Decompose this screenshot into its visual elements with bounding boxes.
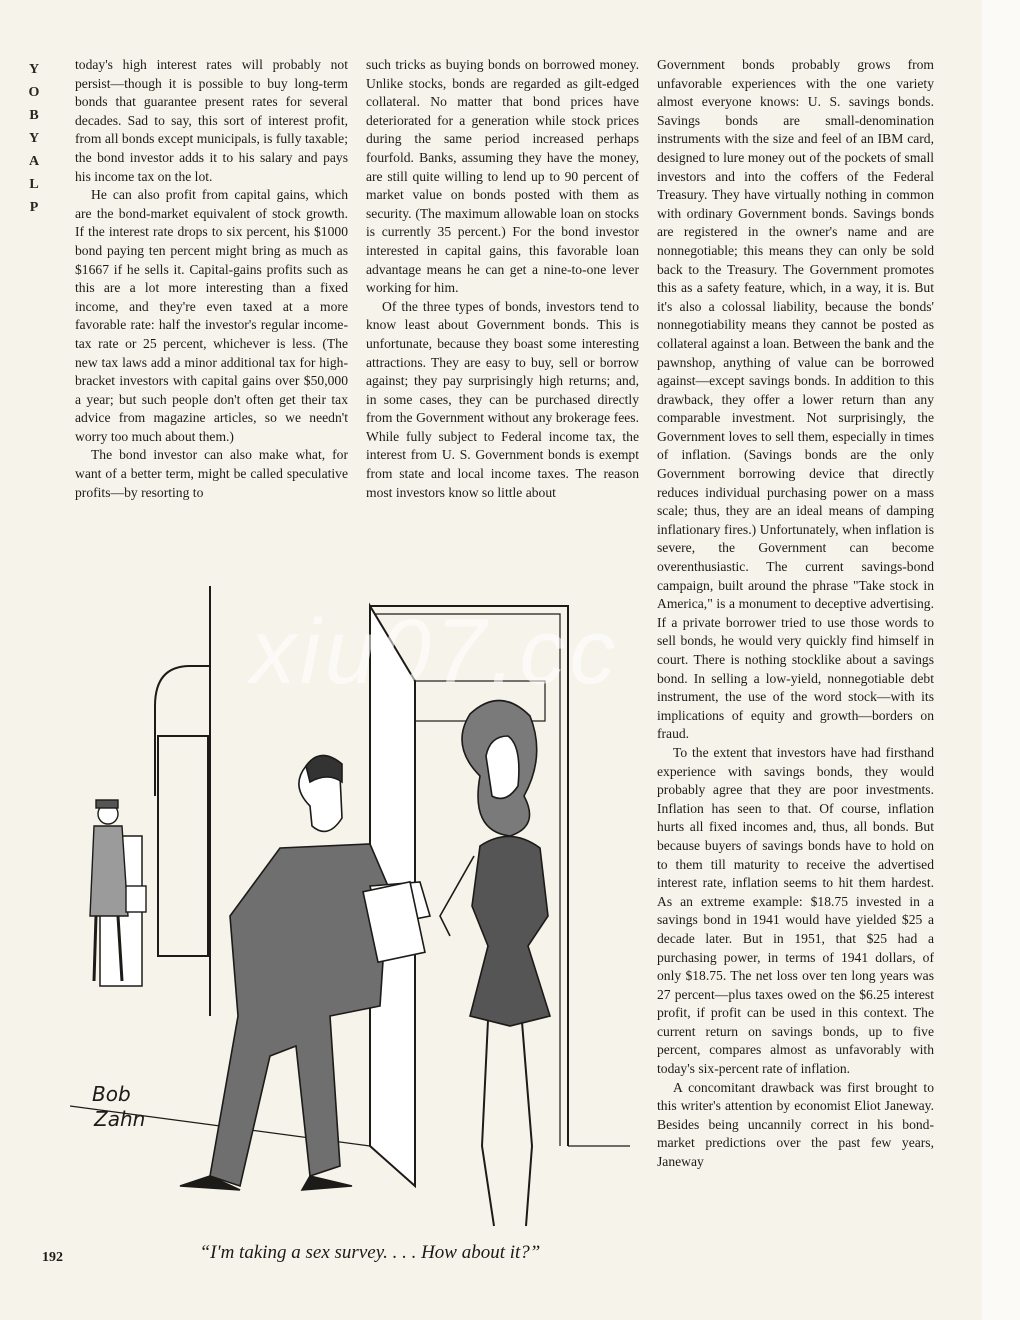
logo-letter: B: [29, 108, 39, 123]
paragraph: To the extent that investors have had firsthand experience with savings bonds, they would probably agree that they are poor investments. Inflation has seen to that. Of course, inflation hurts all fixed incomes and, thus, all bonds. But because buyers of savings bonds have to hold on to them till maturity to receive the advertised interest rate, inflation seems to hit them hardest. As an extreme example: $18.75 invested in a savings bond in 1941 would have yielded $25 a decade later. But in 1951, that $25 had a purchasing power, in terms of 1941 dollars, of only $18.75. The net loss over ten long years was 27 percent—plus taxes owed on the $6.25 interest profit, if profit can be used in this context. The current return on savings bonds, up to five percent, compares almost as unfavorably with today's six-percent rate of inflation.: [657, 744, 934, 1077]
magazine-logo-vertical: [26, 58, 42, 219]
page-number: 192: [42, 1250, 63, 1265]
cartoon-caption: “I'm taking a sex survey. . . . How about it?”: [199, 1242, 541, 1263]
logo-letter: Y: [28, 62, 40, 77]
logo-letter: Y: [28, 131, 40, 146]
paragraph: A concomitant drawback was first brought to this writer's attention by economist Eliot Janeway. Besides being uncannily correct in his bond-market predictions over the past few years, Janeway: [657, 1079, 934, 1170]
cartoon-illustration: [70, 586, 640, 1228]
artist-signature: Bob: [92, 1082, 131, 1106]
paragraph: such tricks as buying bonds on borrowed money. Unlike stocks, bonds are regarded as gilt-edged collateral. No matter that bond prices have deteriorated for a generation while stock prices during the same period increased perhaps fourfold. Banks, assuming they have the money, are still quite willing to lend up to 90 percent of market value on bonds posted with them as security. (The maximum allowable loan on stocks is currently 35 percent.) For the bond investor interested in capital gains, this favorable loan advantage means he can get a nine-to-one lever working for him.: [366, 57, 639, 296]
woman-in-doorway: [440, 700, 550, 1226]
paragraph: He can also profit from capital gains, which are the bond-market equivalent of stock growth. If the interest rate drops to six percent, his $1000 bond paying ten percent might bring as much as $1667 if he sells it. Capital-gains profits such as this are a lot more interesting than a fixed income, and they're even taxed at a more favorable rate: half the investor's regular income-tax rate or 25 percent, whichever is less. (The new tax laws add a minor additional tax for high-bracket investors with capital gains over $50,000 a year; but such people don't often get their tax advice from magazine articles, so we needn't worry too much about them.): [75, 187, 348, 444]
artist-signature: Zahn: [94, 1107, 146, 1131]
logo-letter: L: [29, 177, 39, 192]
page-edge: [982, 0, 1020, 1320]
paragraph: The bond investor can also make what, for want of a better term, might be called speculative profits—by resorting to: [75, 447, 348, 500]
paragraph: today's high interest rates will probably not persist—though it is possible to buy long-term bonds that guarantee present rates for several decades. Sad to say, this sort of interest profit, from all bonds except municipals, is fully taxable; the bond investor adds it to his salary and pays his income tax on the lot.: [75, 57, 348, 184]
text-column-1: [75, 56, 348, 502]
logo-letter: P: [29, 200, 39, 215]
text-column-2: [366, 56, 639, 502]
logo-letter: O: [28, 85, 40, 100]
paragraph: Of the three types of bonds, investors tend to know least about Government bonds. This is unfortunate, because they boast some interesting attractions. They are easy to buy, sell or borrow against; they pay surprisingly high returns; and, in some cases, they can be purchased directly from the Government without any brokerage fees. While fully subject to Federal income tax, the interest from U. S. Government bonds is exempt from state and local income taxes. The reason most investors know so little about: [366, 298, 639, 500]
text-column-3: [657, 56, 934, 1172]
paragraph: Government bonds probably grows from unfavorable experiences with the one variety almost everyone knows: U. S. savings bonds. Savings bonds are small-denomination instruments with the size and feel of an IBM card, designed to lure money out of the pockets of small investors and into the coffers of the Federal Treasury. They have virtually nothing in common with ordinary Government bonds. Savings bonds are registered in the owner's name and are nonnegotiable; this means they can only be sold back to the Treasury. The Government promotes this as a safety feature, which, in a way, it is. But it's also a colossal liability, because the bonds' nonnegotiability means they cannot be posted as collateral against a loan. Between the bank and the pawnshop, anything of value can be borrowed against—except savings bonds. In addition to this drawback, they offer a lower return than any comparable investment. Not surprisingly, the Government loves to sell them, especially in times of inflation. (Savings bonds are the only Government borrowing device that directly reduces individual purchasing power on a mass scale; thus, they are an ideal means of damping inflationary fires.) Unfortunately, when inflation is severe, the Government can become overenthusiastic. The current savings-bond campaign, built around the phrase "Take stock in America," is a monument to deceptive advertising. If a private borrower tried to use those words to sell bonds, he would very quickly find himself in court. There is nothing stocklike about a savings bond. In selling a low-yield, nonnegotiable debt instrument, the use of the word stock—with its implications of equity and growth—borders on fraud.: [657, 57, 934, 742]
watermark: xiu07.cc: [250, 601, 620, 703]
logo-letter: A: [28, 154, 40, 169]
